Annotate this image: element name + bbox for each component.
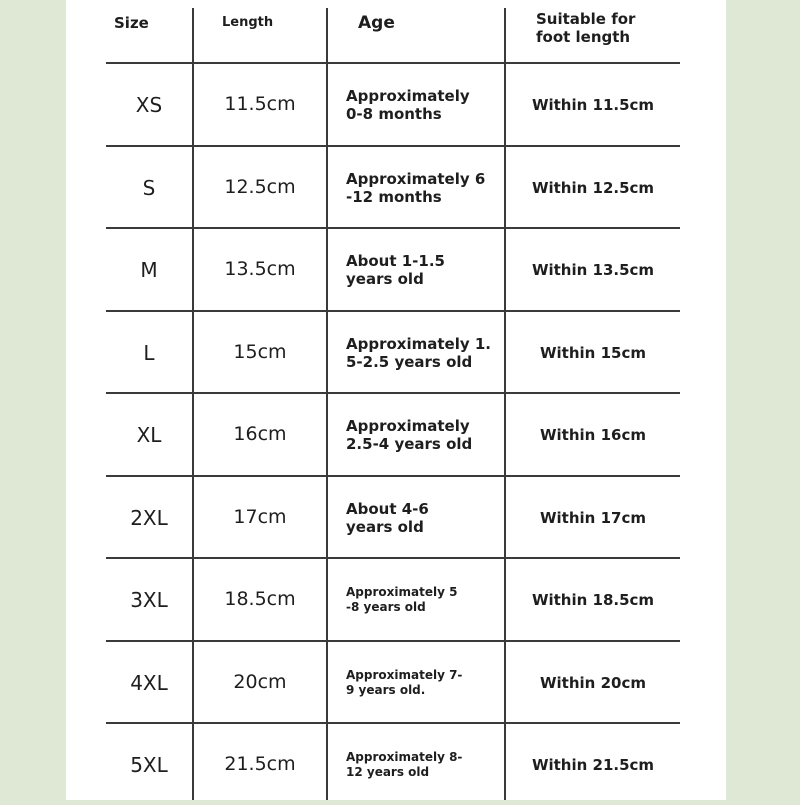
cell-length — [194, 477, 326, 558]
cell-foot-length-text: Within 20cm — [540, 674, 646, 692]
cell-age-text: Approximately 5 -8 years old — [346, 585, 457, 614]
cell-length-text: 12.5cm — [224, 176, 295, 199]
cell-age-text: Approximately 0-8 months — [346, 87, 470, 123]
cell-foot-length-text: Within 16cm — [540, 426, 646, 444]
cell-size — [106, 477, 192, 558]
cell-length — [194, 229, 326, 310]
cell-foot-length-text: Within 15cm — [540, 344, 646, 362]
cell-foot-length — [506, 147, 680, 228]
cell-age — [328, 559, 504, 640]
cell-foot-length — [506, 312, 680, 393]
row-divider — [106, 227, 680, 229]
cell-age-text: Approximately 2.5-4 years old — [346, 417, 472, 453]
cell-size-text: M — [140, 258, 157, 282]
cell-length — [194, 394, 326, 475]
cell-size-text: 5XL — [130, 753, 168, 777]
cell-length-text: 21.5cm — [224, 753, 295, 776]
row-divider — [106, 145, 680, 147]
header-foot-length: Suitable for foot length — [536, 6, 635, 50]
cell-foot-length — [506, 64, 680, 145]
cell-age — [328, 724, 504, 805]
row-divider — [106, 722, 680, 724]
row-divider — [106, 557, 680, 559]
cell-foot-length — [506, 229, 680, 310]
cell-length-text: 11.5cm — [224, 93, 295, 116]
cell-length — [194, 64, 326, 145]
cell-age-text: About 4-6 years old — [346, 500, 429, 536]
cell-foot-length-text: Within 12.5cm — [532, 179, 654, 197]
cell-length — [194, 147, 326, 228]
cell-length-text: 16cm — [233, 423, 286, 446]
cell-size — [106, 64, 192, 145]
cell-length-text: 13.5cm — [224, 258, 295, 281]
row-divider — [106, 392, 680, 394]
cell-age — [328, 642, 504, 723]
cell-age — [328, 229, 504, 310]
cell-length-text: 20cm — [233, 671, 286, 694]
cell-length-text: 18.5cm — [224, 588, 295, 611]
cell-size-text: L — [143, 341, 154, 365]
row-divider — [106, 475, 680, 477]
cell-size-text: 2XL — [130, 506, 168, 530]
cell-size — [106, 724, 192, 805]
row-divider — [106, 310, 680, 312]
cell-age-text: Approximately 7- 9 years old. — [346, 668, 462, 697]
cell-length-text: 15cm — [233, 341, 286, 364]
cell-size — [106, 229, 192, 310]
cell-foot-length-text: Within 13.5cm — [532, 261, 654, 279]
cell-age-text: Approximately 6 -12 months — [346, 170, 485, 206]
cell-foot-length — [506, 642, 680, 723]
cell-foot-length-text: Within 21.5cm — [532, 756, 654, 774]
cell-age-text: Approximately 1. 5-2.5 years old — [346, 335, 491, 371]
cell-age — [328, 394, 504, 475]
cell-age-text: Approximately 8- 12 years old — [346, 750, 462, 779]
cell-size — [106, 559, 192, 640]
cell-length — [194, 724, 326, 805]
cell-size-text: 3XL — [130, 588, 168, 612]
cell-age — [328, 477, 504, 558]
cell-size-text: XS — [136, 93, 162, 117]
row-divider — [106, 640, 680, 642]
cell-age — [328, 312, 504, 393]
cell-size — [106, 642, 192, 723]
cell-size — [106, 394, 192, 475]
cell-size-text: 4XL — [130, 671, 168, 695]
header-size: Size — [114, 8, 149, 38]
cell-length-text: 17cm — [233, 506, 286, 529]
cell-foot-length-text: Within 17cm — [540, 509, 646, 527]
cell-age-text: About 1-1.5 years old — [346, 252, 445, 288]
header-age: Age — [358, 8, 395, 38]
cell-foot-length — [506, 559, 680, 640]
row-divider — [106, 62, 680, 64]
cell-size — [106, 147, 192, 228]
cell-size-text: S — [143, 176, 156, 200]
cell-foot-length-text: Within 18.5cm — [532, 591, 654, 609]
cell-foot-length — [506, 477, 680, 558]
cell-size — [106, 312, 192, 393]
cell-length — [194, 559, 326, 640]
cell-foot-length — [506, 394, 680, 475]
cell-age — [328, 147, 504, 228]
cell-size-text: XL — [137, 423, 162, 447]
cell-age — [328, 64, 504, 145]
header-length: Length — [222, 8, 273, 38]
cell-length — [194, 312, 326, 393]
cell-length — [194, 642, 326, 723]
cell-foot-length — [506, 724, 680, 805]
cell-foot-length-text: Within 11.5cm — [532, 96, 654, 114]
